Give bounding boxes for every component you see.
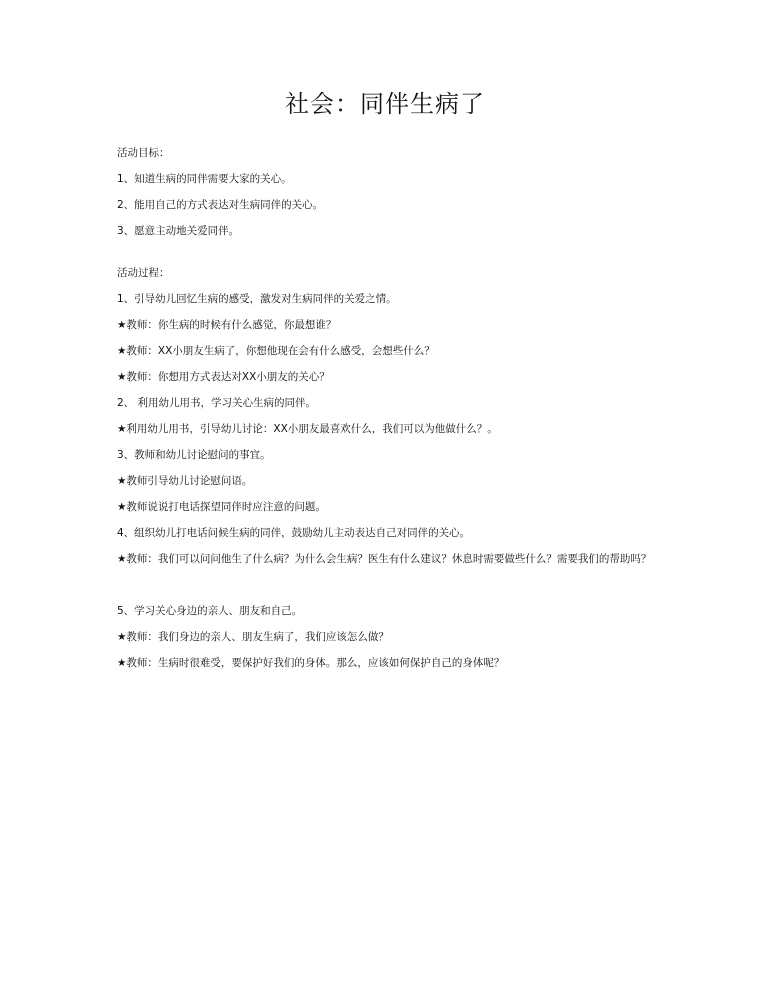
process-line: ★教师：生病时很难受，要保护好我们的身体。那么，应该如何保护自己的身体呢？ <box>117 657 505 669</box>
process-step-5: 5、学习关心身边的亲人、朋友和自己。 <box>117 605 303 617</box>
process-line: ★教师：你想用方式表达对XX小朋友的关心？ <box>117 371 330 383</box>
process-line: ★教师：XX小朋友生病了，你想他现在会有什么感受，会想些什么？ <box>117 345 435 357</box>
process-line: ★教师引导幼儿讨论慰问语。 <box>117 475 253 487</box>
process-line: ★教师：你生病的时候有什么感觉，你最想谁？ <box>117 319 337 331</box>
process-line: ★利用幼儿用书，引导幼儿讨论：XX小朋友最喜欢什么，我们可以为他做什么？。 <box>117 423 498 435</box>
goal-item-2: 2、能用自己的方式表达对生病同伴的关心。 <box>117 199 324 211</box>
process-step-3: 3、教师和幼儿讨论慰问的事宜。 <box>117 449 271 461</box>
process-heading: 活动过程： <box>117 267 170 279</box>
goal-item-3: 3、愿意主动地关爱同伴。 <box>117 225 240 237</box>
process-line: ★教师：我们身边的亲人、朋友生病了，我们应该怎么做？ <box>117 631 389 643</box>
document-title: 社会：同伴生病了 <box>285 90 485 118</box>
process-step-1: 1、引导幼儿回忆生病的感受，激发对生病同伴的关爱之情。 <box>117 293 397 305</box>
process-line: ★教师说说打电话探望同伴时应注意的问题。 <box>117 501 326 513</box>
process-line-wrapped: ★教师：我们可以问问他生了什么病？为什么会生病？医生有什么建议？休息时需要做些什么？需要我们的帮助吗？ <box>117 553 652 565</box>
goals-heading: 活动目标： <box>117 147 170 159</box>
process-step-2: 2、 利用幼儿用书，学习关心生病的同伴。 <box>117 397 317 409</box>
process-step-4: 4、组织幼儿打电话问候生病的同伴，鼓励幼儿主动表达自己对同伴的关心。 <box>117 527 471 539</box>
goal-item-1: 1、知道生病的同伴需要大家的关心。 <box>117 173 292 185</box>
